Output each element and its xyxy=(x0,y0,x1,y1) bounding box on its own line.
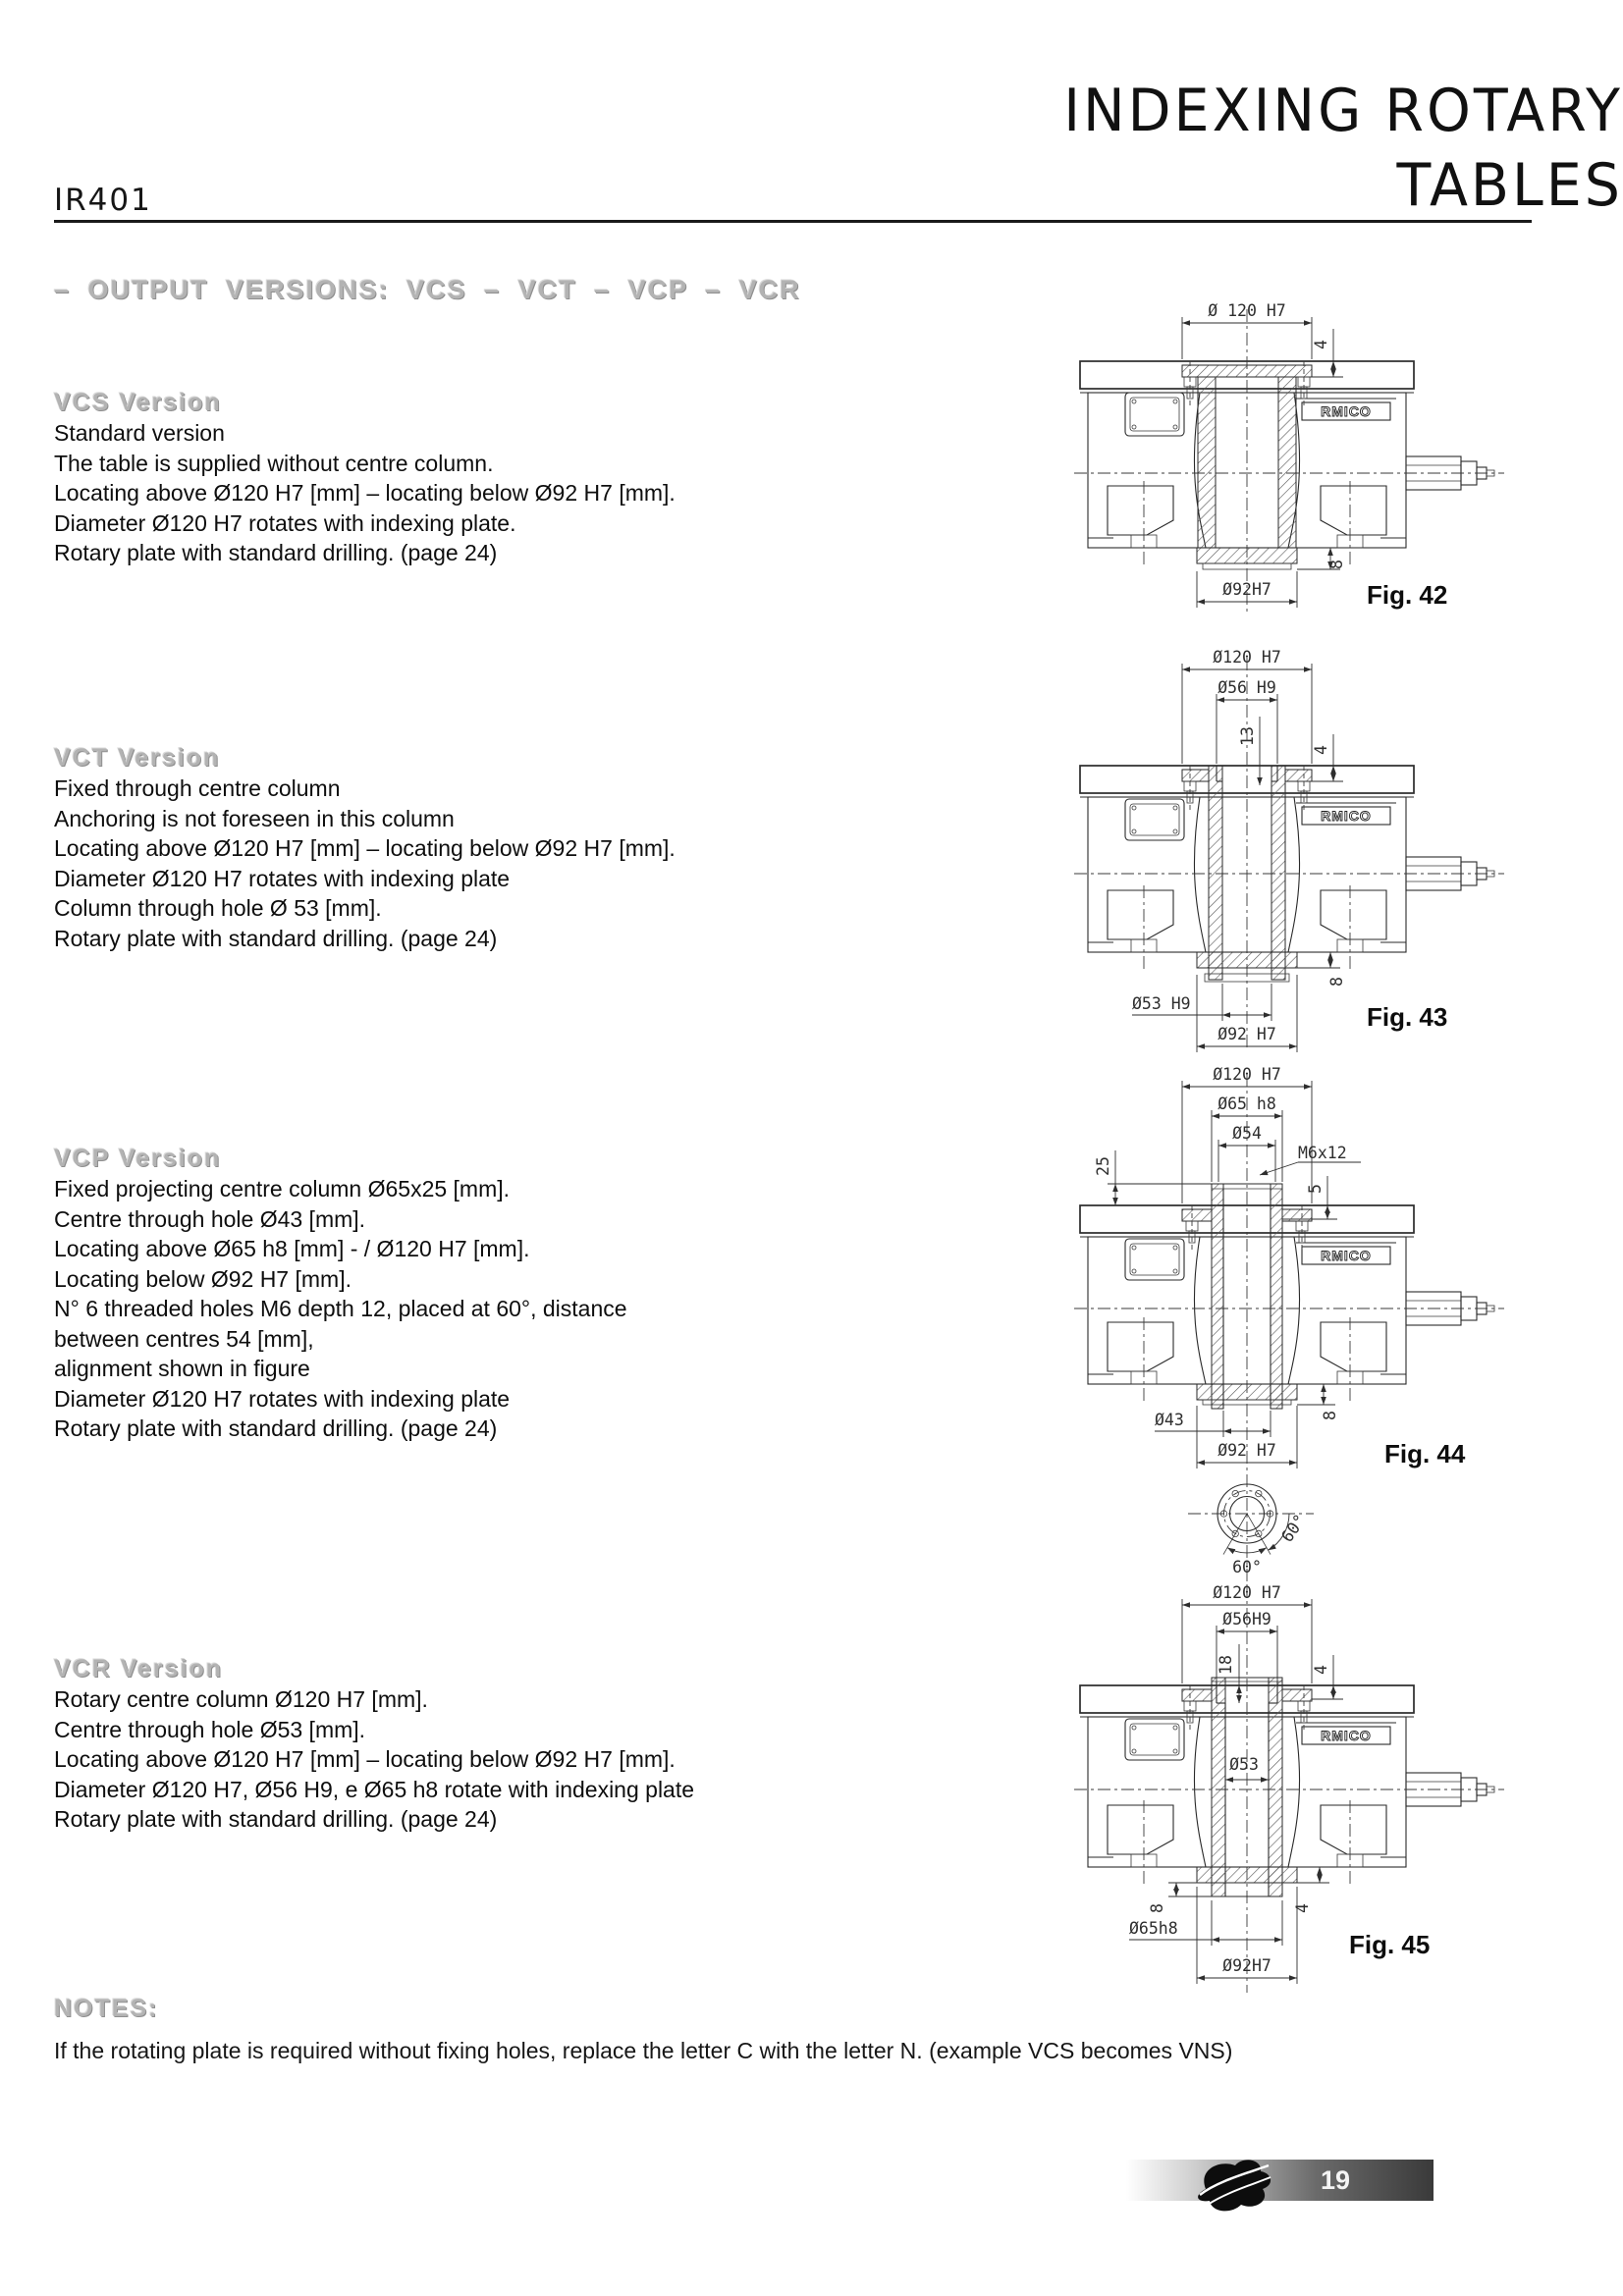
dim-label: 25 xyxy=(1094,1156,1112,1176)
dim-label: Ø65h8 xyxy=(1129,1919,1178,1938)
figure-44-drawing xyxy=(1051,1060,1561,1610)
brand-logo-text: RMICO xyxy=(1321,403,1372,419)
notes-text: If the rotating plate is required without fixing holes, replace the letter C with the letter N. (example VCS becomes VNS) xyxy=(54,2038,1233,2063)
dim-label: Ø53 xyxy=(1229,1755,1259,1774)
model-code: IR401 xyxy=(54,183,152,218)
vcs-heading: VCS Version xyxy=(54,389,222,416)
footer-logo-icon xyxy=(1178,2152,1286,2218)
figure-43-drawing xyxy=(1051,648,1542,1060)
dim-label: Ø56 H9 xyxy=(1217,678,1276,697)
text-line: Anchoring is not foreseen in this column xyxy=(54,805,455,831)
vcs-description xyxy=(54,418,702,568)
text-line: Diameter Ø120 H7 rotates with indexing plate xyxy=(54,1385,511,1412)
page-title-line1: INDEXING ROTARY xyxy=(1063,77,1623,145)
text-line: Rotary plate with standard drilling. (page 24) xyxy=(54,1806,498,1832)
dim-label: Ø92 H7 xyxy=(1217,1025,1276,1043)
dim-label: Ø92H7 xyxy=(1222,580,1271,599)
page-title-line2: TABLES xyxy=(1396,151,1623,220)
vcr-heading: VCR Version xyxy=(54,1655,224,1682)
dim-label: 60° xyxy=(1277,1511,1310,1546)
vcr-description xyxy=(54,1684,702,1835)
dim-label: 8 xyxy=(1321,1411,1339,1420)
text-line: Centre through hole Ø53 [mm]. xyxy=(54,1716,366,1742)
text-line: Standard version xyxy=(54,420,225,446)
dim-label: Ø 120 H7 xyxy=(1208,301,1286,320)
figure-caption: Fig. 43 xyxy=(1367,1002,1448,1032)
brand-logo-text: RMICO xyxy=(1321,1248,1372,1263)
vcp-heading: VCP Version xyxy=(54,1145,222,1172)
text-line: N° 6 threaded holes M6 depth 12, placed at 60°, distance between centres 54 [mm], xyxy=(54,1296,627,1352)
dim-label: 4 xyxy=(1312,1665,1330,1675)
dim-label: 4 xyxy=(1312,745,1330,755)
text-line: Locating below Ø92 H7 [mm]. xyxy=(54,1265,352,1292)
text-line: Locating above Ø120 H7 [mm] – locating below Ø92 H7 [mm]. xyxy=(54,1746,676,1772)
text-line: alignment shown in figure xyxy=(54,1356,310,1381)
text-line: Locating above Ø120 H7 [mm] – locating below Ø92 H7 [mm]. xyxy=(54,835,676,861)
figure-42-drawing xyxy=(1051,290,1542,628)
notes-heading: NOTES: xyxy=(54,1995,159,2022)
vcp-description xyxy=(54,1174,702,1444)
dim-label: 8 xyxy=(1148,1903,1166,1913)
brand-logo-text: RMICO xyxy=(1321,1728,1372,1743)
text-line: Rotary plate with standard drilling. (page 24) xyxy=(54,925,498,951)
text-line: Rotary plate with standard drilling. (page 24) xyxy=(54,540,498,565)
dim-label: Ø56H9 xyxy=(1222,1610,1271,1629)
figure-caption: Fig. 44 xyxy=(1384,1439,1466,1468)
header-rule xyxy=(54,220,1532,223)
output-versions-heading: – OUTPUT VERSIONS: VCS – VCT – VCP – VCR xyxy=(54,275,801,304)
text-line: Locating above Ø120 H7 [mm] – locating below Ø92 H7 [mm]. xyxy=(54,480,676,506)
dim-label: 60° xyxy=(1232,1558,1262,1576)
figure-caption: Fig. 42 xyxy=(1367,580,1448,610)
text-line: Locating above Ø65 h8 [mm] - / Ø120 H7 [mm]. xyxy=(54,1236,530,1261)
dim-label: M6x12 xyxy=(1298,1144,1347,1162)
dim-label: 18 xyxy=(1217,1655,1235,1675)
dim-label: Ø92 H7 xyxy=(1217,1441,1276,1460)
dim-label: Ø120 H7 xyxy=(1213,648,1281,667)
vct-description xyxy=(54,774,702,953)
text-line: The table is supplied without centre column. xyxy=(54,450,494,476)
dim-label: Ø43 xyxy=(1155,1411,1184,1429)
figure-45-drawing xyxy=(1051,1571,1542,2002)
dim-label: Ø54 xyxy=(1232,1124,1262,1143)
text-line: Diameter Ø120 H7 rotates with indexing plate xyxy=(54,865,511,891)
dim-label: Ø53 H9 xyxy=(1132,994,1191,1013)
text-line: Fixed through centre column xyxy=(54,775,341,801)
brand-logo-text: RMICO xyxy=(1321,808,1372,824)
text-line: Diameter Ø120 H7, Ø56 H9, e Ø65 h8 rotate with indexing plate xyxy=(54,1776,695,1802)
dim-label: Ø92H7 xyxy=(1222,1956,1271,1975)
dim-label: Ø120 H7 xyxy=(1213,1065,1281,1084)
text-line: Rotary plate with standard drilling. (page 24) xyxy=(54,1415,498,1441)
dim-label: Ø120 H7 xyxy=(1213,1583,1281,1602)
dim-label: 4 xyxy=(1312,340,1330,349)
dim-label: 8 xyxy=(1327,977,1346,987)
dim-label: 13 xyxy=(1238,726,1257,746)
dim-label: 8 xyxy=(1327,560,1346,569)
dim-label: 4 xyxy=(1293,1903,1312,1913)
text-line: Fixed projecting centre column Ø65x25 [mm]. xyxy=(54,1176,511,1201)
vct-heading: VCT Version xyxy=(54,744,221,772)
text-line: Centre through hole Ø43 [mm]. xyxy=(54,1205,366,1232)
figure-caption: Fig. 45 xyxy=(1349,1930,1431,1959)
text-line: Diameter Ø120 H7 rotates with indexing plate. xyxy=(54,509,516,536)
text-line: Rotary centre column Ø120 H7 [mm]. xyxy=(54,1686,428,1712)
page-number: 19 xyxy=(1321,2165,1351,2195)
dim-label: Ø65 h8 xyxy=(1217,1095,1276,1113)
dim-label: 5 xyxy=(1306,1184,1325,1194)
text-line: Column through hole Ø 53 [mm]. xyxy=(54,895,382,921)
